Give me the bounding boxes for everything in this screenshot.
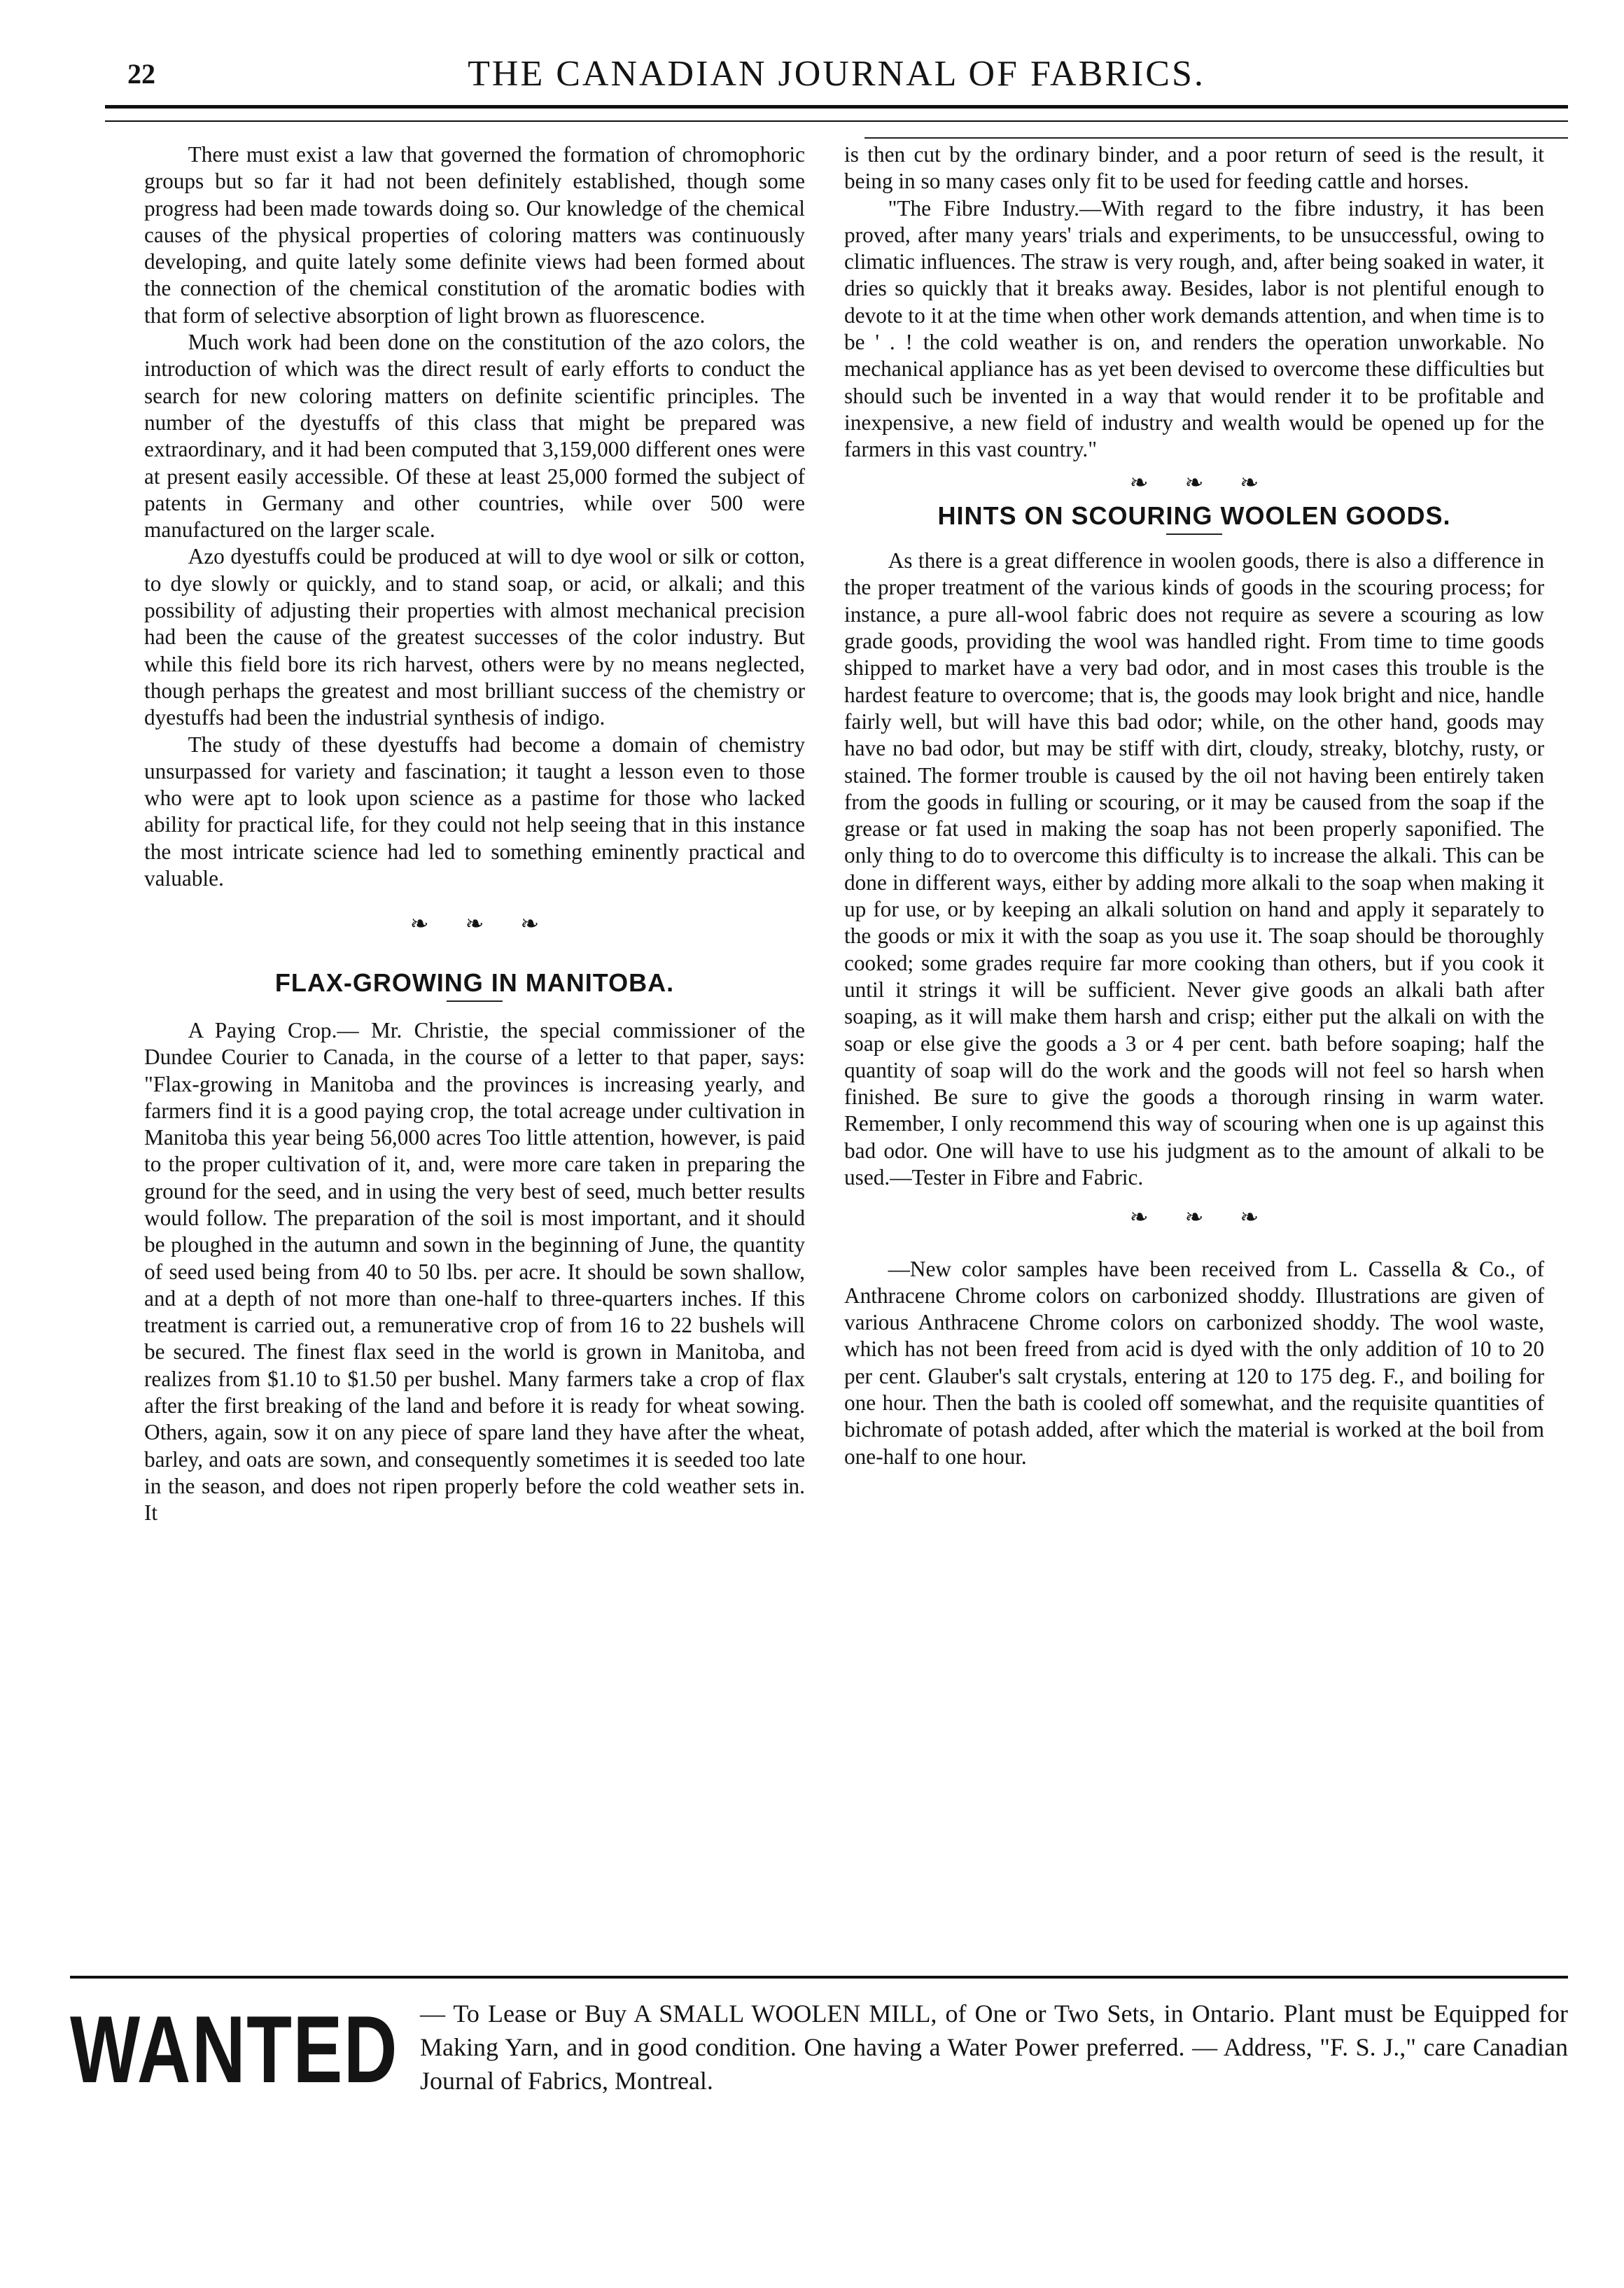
article-paragraph: As there is a great difference in woolen goods, there is also a difference in the proper treatment of the various kinds of goods in the scouring process; for instance, a pure all-wool fabric does not require as severe a scouring as low grade goods, providing the wool was handled right. From time to time goods shipped to market have a very bad odor, and in most cases this trouble is the hardest feature to overcome; that is, the goods may look bright and nice, handle fairly well, but will have this bad odor; while, on the other hand, goods may have no bad odor, but may be stiff with dirt, cloudy, streaky, blotchy, rusty, or stained. The former trouble is caused by the oil not having been entirely taken from the goods in fulling or scouring, or it may be caused from the soap if the grease or fat used in making the soap has not been properly saponified. The only thing to do to overcome this difficulty is to increase the alkali. This can be done in different ways, either by adding more alkali to the soap when making it up for use, or by keeping an alkali solution on hand and apply it separately to the goods or mix it with the soap as you use it. The soap should be thoroughly cooked; some grades require far more cooking than others, but if you cook it until it strings it will be sufficient. Never give goods an alkali bath after soaping, as it will make them harsh and crisp; either put the alkali on with the soap or else give the goods a 3 or 4 per cent. bath before soaping; half the quantity of soap will do the work and the goods will not feel so harsh when finished. Be sure to give the goods a thorough rinsing in warm water. Remember, I only recommend this way of scouring when one is up against this bad odor. One will have to use his judgment as to the amount of alkali to be used.—Tester in Fibre and Fabric. [844,548,1544,1190]
article-paragraph: A Paying Crop.— Mr. Christie, the special commissioner of the Dundee Courier to Canada, in the course of a letter to that paper, says: "Flax-growing in Manitoba and the provinces is increasing yearly, and farmers find it is a good paying crop, the total acreage under cultivation in Manitoba this year being 56,000 acres Too little attention, however, is paid to the proper cultivation of it, and, were more care taken in preparing the ground for the seed, and in using the very best of seed, much better results would follow. The preparation of the soil is most important, and it should be ploughed in the autumn and sown in the beginning of June, the quantity of seed used being from 40 to 50 lbs. per acre. It should be sown shallow, and at a depth of not more than one-half to three-quarters inches. If this treatment is carried out, a remunerative crop of from 16 to 22 bushels will be secured. The finest flax seed in the world is grown in Manitoba, and realizes from $1.10 to $1.50 per bushel. Many farmers take a crop of flax after the first breaking of the land and before it is ready for wheat sowing. Others, again, sow it on any piece of spare land they have after the wheat, barley, and oats are sown, and consequently sometimes it is seeded too late in the season, and does not ripen properly before the cold weather sets in. It [144,1017,805,1526]
article-paragraph: Much work had been done on the constitution of the azo colors, the introduction of which was the direct result of early efforts to conduct the search for new coloring matters on definite scientific principles. The number of the dyestuffs of this class that might be prepared was extraordinary, and it had been computed that 3,159,000 different ones were at present easily accessible. Of these at least 25,000 formed the subject of patents in Germany and other countries, while over 500 were manufactured on the larger scale. [144,330,805,543]
section-heading-flax: FLAX-GROWING IN MANITOBA. [274,968,675,997]
ad-headline: WANTED [70,1996,399,2102]
ornament-divider: ❧ ❧ ❧ [410,911,555,937]
article-paragraph: "The Fibre Industry.—With regard to the fibre industry, it has been proved, after many years' trials and experiments, to be unsuccessful, owing to climatic influences. The straw is very rough, and, after being soaked in water, it dries so quickly that it breaks away. Besides, labor is not plentiful enough to devote to it at the time when other work demands attention, and when time is to be ' . ! the cold weather is on, and renders the operation unworkable. No mechanical appliance has as yet been devised to overcome these difficulties but should such be invented in a way that would render it to be profitable and inexpensive, a new field of industry and wealth would be opened up for the farmers in this vast country." [844,195,1544,462]
ornament-divider: ❧ ❧ ❧ [1129,1204,1275,1230]
article-paragraph: is then cut by the ordinary binder, and a poor return of seed is the result, it being in so many cases only fit to be used for feeding cattle and horses. [844,142,1544,194]
left-column [144,141,805,1527]
page-number: 22 [127,58,155,90]
ornament-divider: ❧ ❧ ❧ [1129,469,1275,495]
page-header [105,48,1568,111]
heading-underline [1166,533,1222,535]
journal-title: THE CANADIAN JOURNAL OF FABRICS. [468,54,1205,94]
section-heading-scouring: HINTS ON SCOURING WOOLEN GOODS. [937,501,1451,530]
heading-underline [447,1000,503,1002]
article-paragraph: Azo dyestuffs could be produced at will to dye wool or silk or cotton, to dye slowly or quickly, and to stand soap, or acid, or alkali; and this possibility of adjusting their properties with almost mechanical precision had been the cause of the greatest successes of the color industry. But while this field bore its rich harvest, others were by no means neglected, though perhaps the greatest and most brilliant success of the chemistry or dyestuffs had been the industrial synthesis of indigo. [144,544,805,730]
article-paragraph: —New color samples have been received from L. Cassella & Co., of Anthracene Chrome colors on carbonized shoddy. Illustrations are given of various Anthracene Chrome colors on carbonized shoddy. The wool waste, which has not been freed from acid is dyed with the only addition of 10 to 20 per cent. Glauber's salt crystals, entering at 120 to 175 deg. F., and boiling for one hour. Then the bath is cooled off somewhat, and the requisite quantities of bichromate of potash added, after which the material is worked at the boil from one-half to one hour. [844,1256,1544,1469]
header-rule-thin [105,120,1568,122]
wanted-advertisement [70,1987,1568,2113]
column-top-rule [864,137,1568,139]
header-rule-thick [105,105,1568,109]
article-paragraph: The study of these dyestuffs had become a domain of chemistry unsurpassed for variety and fascination; it taught a lesson even to those who were apt to look upon science as a pastime for those who lacked ability for practical life, for they could not help seeing that in this instance the most intricate science had led to something eminently practical and valuable. [144,732,805,891]
advertisement-rule [70,1976,1568,1979]
ad-text: — To Lease or Buy A SMALL WOOLEN MILL, of One or Two Sets, in Ontario. Plant must be Equipped for Making Yarn, and in good condition. One having a Water Power preferred. — Address, "F. S. J.," care Canadian Journal of Fabrics, Montreal. [420,2000,1568,2095]
article-paragraph: There must exist a law that governed the formation of chromophoric groups but so far it had not been definitely established, though some progress had been made towards doing so. Our knowledge of the chemical causes of the physical properties of coloring matters was continuously developing, and quite lately some definite views had been formed about the connection of the chemical constitution of the aromatic bodies with that form of selective absorption of light brown as fluorescence. [144,142,805,328]
right-column [844,141,1544,1470]
